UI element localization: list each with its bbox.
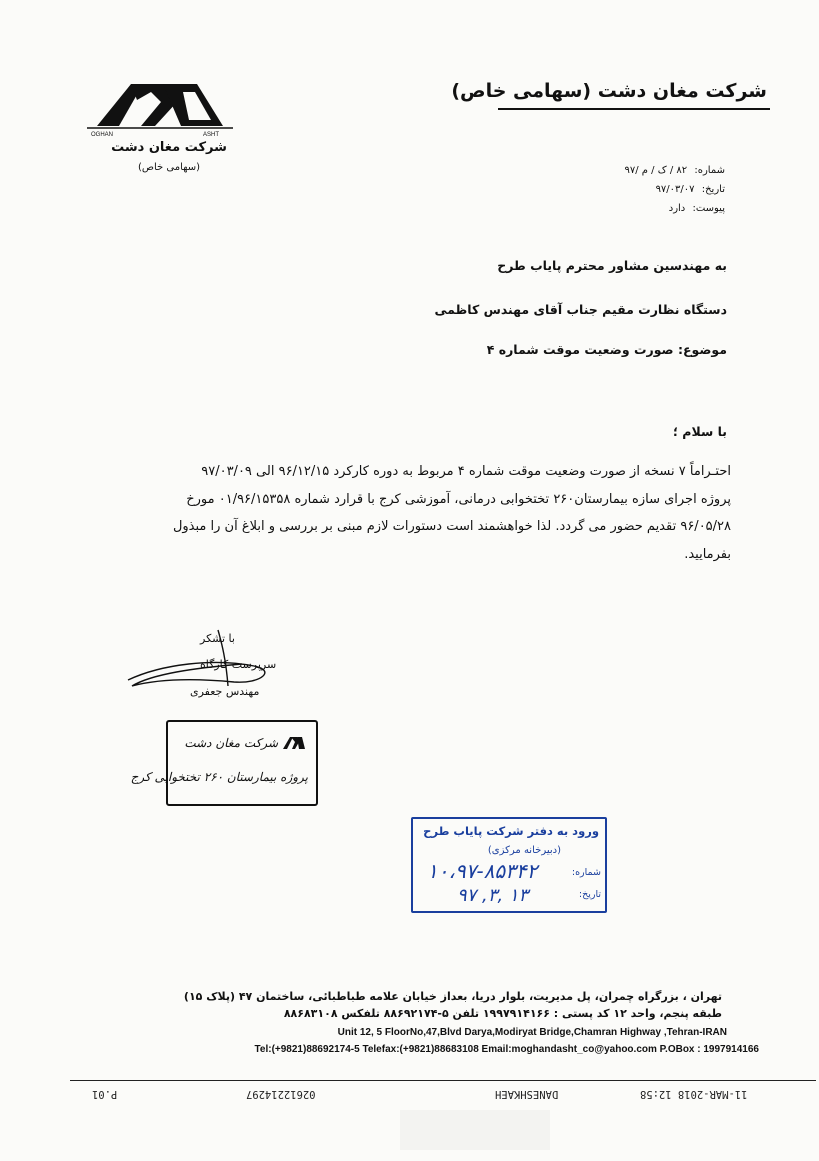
body-line: پروژه اجرای سازه بیمارستان۲۶۰ تختخوابی درمانی، آموزشی کرج با قرارد شماره ۰۱/۹۶/۱۵۳۵۸ مورخ	[186, 491, 731, 507]
signature-role: سرپرست کارگاه	[200, 658, 277, 671]
stamp-project-line: پروژه بیمارستان ۲۶۰ تختخوابی کرج	[130, 770, 308, 784]
logo-caption: شرکت مغان دشت	[111, 140, 227, 155]
received-number-label: شماره:	[571, 867, 601, 878]
letter-date-label: تاریخ:	[701, 184, 725, 195]
footer-contact-fa: طبقه پنجم، واحد ۱۲ کد پستی : ۱۹۹۷۹۱۴۱۶۶ تلفن ۵-۸۸۶۹۲۱۷۴ تلفکس ۸۸۶۸۳۱۰۸	[283, 1007, 722, 1020]
stamp-company-line: شرکت مغان دشت	[184, 736, 278, 750]
scan-smudge	[400, 1110, 550, 1150]
received-stamp-heading: ورود به دفتر شرکت پایاب طرح	[423, 824, 599, 838]
letter-number-label: شماره:	[694, 165, 725, 176]
fax-number: 02612214297	[246, 1088, 316, 1100]
footer-contact-en: Tel:(+9821)88692174-5 Telefax:(+9821)88683108 Email:moghandasht_co@yahoo.com P.OBox : 1997914166	[254, 1044, 759, 1055]
footer-address-fa: تهران ، بزرگراه چمران، پل مدیریت، بلوار دریا، بعداز خیابان علامه طباطبائی، ساختمان ۴۷ (پلاک ۱۵)	[183, 990, 722, 1003]
letter-number	[625, 165, 726, 176]
subject: موضوع: صورت وضعیت موقت شماره ۴	[486, 342, 727, 357]
letter-attachment	[669, 203, 725, 214]
logo-word-left: OGHAN	[91, 132, 114, 138]
fax-separator	[70, 1080, 816, 1081]
body-line: بفرمایید.	[684, 546, 731, 562]
received-date-label: تاریخ:	[578, 889, 601, 900]
fax-sender: DANESHKAEH	[495, 1088, 559, 1100]
company-name-underline	[498, 108, 770, 110]
body-line: احتـراماً ۷ نسخه از صورت وضعیت موقت شماره ۴ مربوط به دوره کارکرد ۹۶/۱۲/۱۵ الی ۹۷/۰۳/۰۹	[201, 464, 731, 479]
handwritten-signature-icon	[122, 628, 282, 698]
signature-closing: با تشکر	[200, 632, 235, 645]
letter-body	[131, 458, 731, 568]
fax-page: P.01	[92, 1088, 118, 1100]
letter-attachment-label: پیوست:	[692, 203, 725, 214]
logo-subcaption: (سهامی خاص)	[137, 162, 201, 173]
company-project-stamp	[130, 720, 318, 806]
received-number-value: ۱۰،۹۷-۸۵۳۴۲	[427, 859, 538, 883]
letter-date-value: ۹۷/۰۳/۰۷	[655, 184, 695, 195]
stamp-logo-icon	[282, 736, 306, 750]
greeting: با سلام ؛	[672, 424, 727, 439]
letter-date	[656, 184, 725, 195]
footer-address-en: Unit 12, 5 FloorNo,47,Blvd Darya,Modiryat Bridge,Chamran Highway ,Tehran-IRAN	[337, 1027, 727, 1038]
department: دستگاه نظارت مقیم جناب آقای مهندس کاظمی	[434, 302, 727, 317]
addressee: به مهندسین مشاور محترم پایاب طرح	[497, 258, 727, 273]
letter-attachment-value: دارد	[668, 203, 686, 214]
logo-word-right: ASHT	[203, 132, 220, 138]
received-date-value: ۹۷ ,۳, ۱۳	[457, 885, 529, 906]
letter-number-value: ۸۲ / ک / م /۹۷	[624, 165, 688, 176]
signature-name: مهندس جعفری	[190, 685, 260, 698]
fax-datetime: 11-MAR-2018 12:58	[640, 1088, 748, 1100]
body-line: ۹۶/۰۵/۲۸ تقدیم حضور می گردد. لذا خواهشمند است دستورات لازم مبنی بر بررسی و ابلاغ آن را مبذول	[172, 519, 731, 534]
company-name: شرکت مغان دشت (سهامی خاص)	[451, 80, 767, 102]
received-stamp-sub: (دبیرخانه مرکزی)	[487, 845, 561, 856]
received-stamp	[411, 817, 607, 913]
company-logo-icon	[85, 78, 235, 138]
